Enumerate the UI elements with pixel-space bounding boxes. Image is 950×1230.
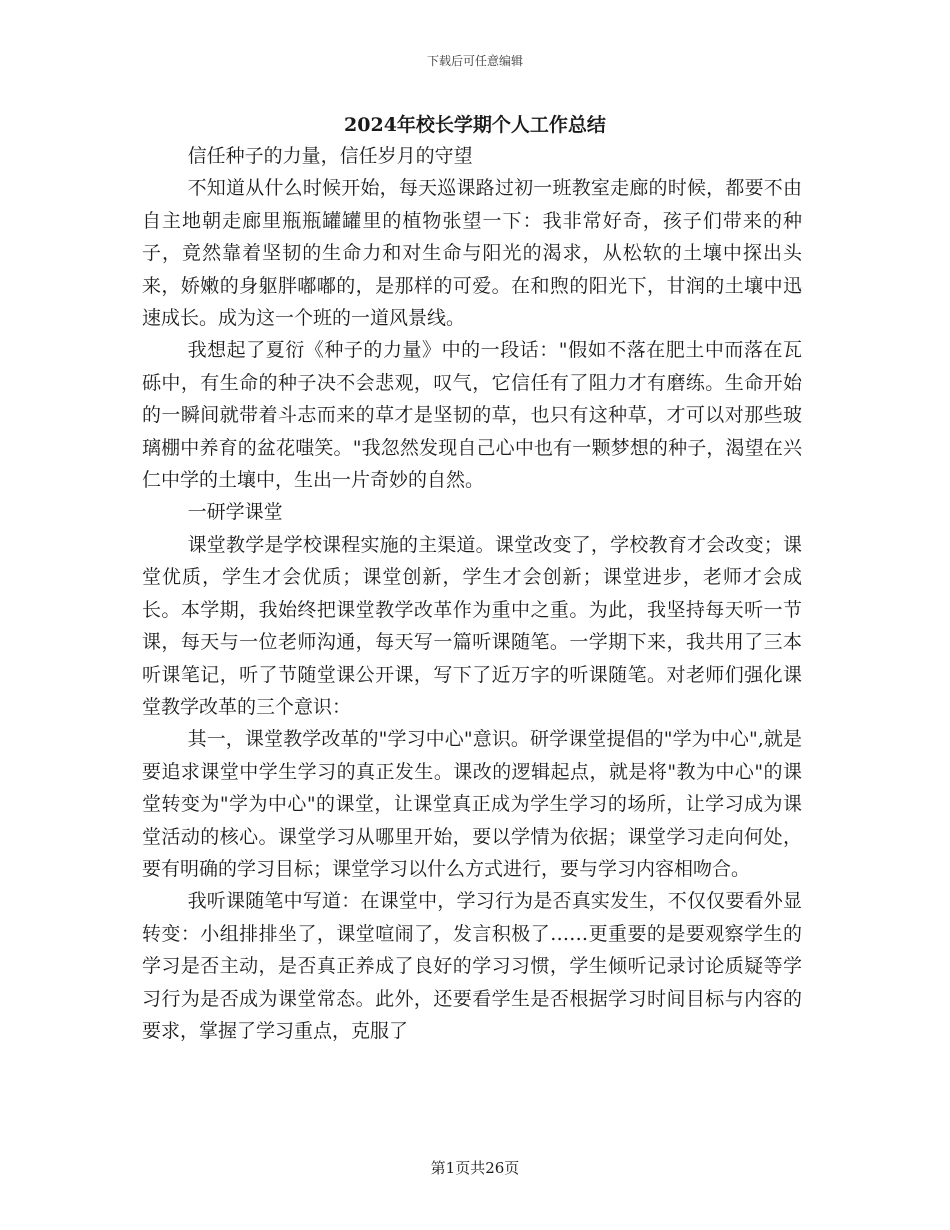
document-body bbox=[142, 140, 802, 1047]
page-footer-number: 第1页共26页 bbox=[430, 1159, 520, 1177]
paragraph: 我听课随笔中写道：在课堂中，学习行为是否真实发生，不仅仅要看外显转变：小组排排坐了，课堂喧闹了，发言积极了……更重要的是要观察学生的学习是否主动，是否真正养成了良好的学习习惯，学生倾听记录讨论质疑等学习行为是否成为课堂常态。此外，还要看学生是否根据学习时间目标与内容的要求，掌握了学习重点，克服了 bbox=[142, 890, 802, 1042]
paragraph: 我想起了夏衍《种子的力量》中的一段话："假如不落在肥土中而落在瓦砾中，有生命的种子决不会悲观，叹气，它信任有了阻力才有磨练。生命开始的一瞬间就带着斗志而来的草才是坚韧的草，也只有这种草，才可以对那些玻璃棚中养育的盆花嗤笑。"我忽然发现自己心中也有一颗梦想的种子，渴望在兴仁中学的土壤中，生出一片奇妙的自然。 bbox=[142, 339, 802, 492]
section-subtitle: 信任种子的力量，信任岁月的守望 bbox=[187, 145, 473, 167]
paragraph: 课堂教学是学校课程实施的主渠道。课堂改变了，学校教育才会改变；课堂优质，学生才会优质；课堂创新，学生才会创新；课堂进步，老师才会成长。本学期，我始终把课堂教学改革作为重中之重。为此，我坚持每天听一节课，每天与一位老师沟通，每天写一篇听课随笔。一学期下来，我共用了三本听课笔记，听了节随堂课公开课，写下了近万字的听课随笔。对老师们强化课堂教学改革的三个意识： bbox=[142, 533, 802, 718]
paragraph: 不知道从什么时候开始，每天巡课路过初一班教室走廊的时候，都要不由自主地朝走廊里瓶瓶罐罐里的植物张望一下：我非常好奇，孩子们带来的种子，竟然靠着坚韧的生命力和对生命与阳光的渴求，从松软的土壤中探出头来，娇嫩的身躯胖嘟嘟的，是那样的可爱。在和煦的阳光下，甘润的土壤中迅速成长。成为这一个班的一道风景线。 bbox=[142, 177, 802, 330]
section-heading: 一研学课堂 bbox=[187, 501, 283, 524]
page-header-note: 下载后可任意编辑 bbox=[426, 54, 523, 68]
paragraph: 其一，课堂教学改革的"学习中心"意识。研学课堂提倡的"学为中心",就是要追求课堂中学生学习的真正发生。课改的逻辑起点，就是将"教为中心"的课堂转变为"学为中心"的课堂，让课堂真正成为学生学习的场所，让学习成为课堂活动的核心。课堂学习从哪里开始，要以学情为依据；课堂学习走向何处，要有明确的学习目标；课堂学习以什么方式进行，要与学习内容相吻合。 bbox=[142, 728, 802, 880]
document-title: 2024年校长学期个人工作总结 bbox=[344, 114, 606, 136]
